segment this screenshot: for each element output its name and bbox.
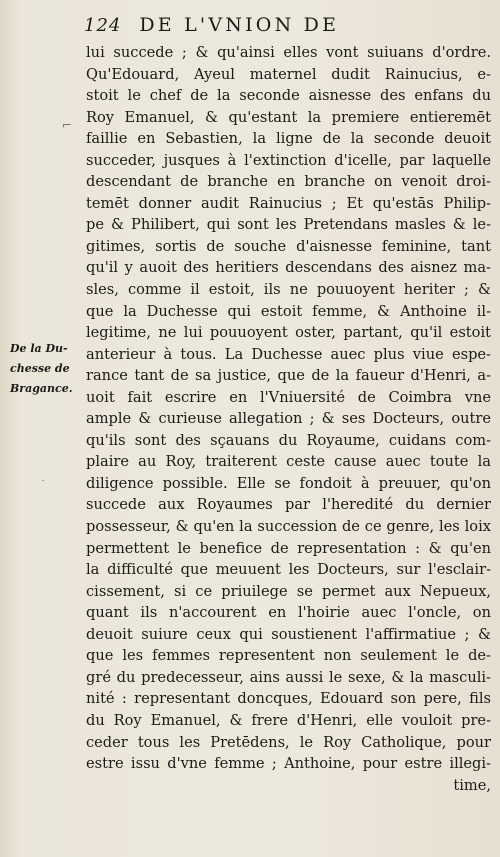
text-line: que les femmes representent non seulement le de- [86, 647, 491, 665]
text-line: permettent le benefice de representation : & qu'en [86, 539, 491, 557]
text-line: rance tant de sa justice, que de la faueur d'Henri, a- [86, 367, 491, 385]
text-line: gré du predecesseur, ains aussi le sexe, & la masculi- [86, 668, 491, 686]
text-line: possesseur, & qu'en la succession de ce genre, les loix [86, 518, 491, 536]
text-line: legitime, ne lui pouuoyent oster, partant, qu'il estoit [86, 324, 491, 342]
text-line: succeder, jusques à l'extinction d'icelle, par laquelle [86, 151, 491, 169]
text-line: descendant de branche en branche on venoit droi- [86, 173, 491, 191]
text-line: cissement, si ce priuilege se permet aux Nepueux, [86, 582, 491, 600]
text-line: la difficulté que meuuent les Docteurs, sur l'esclair- [86, 561, 491, 579]
text-line: qu'ils sont des sçauans du Royaume, cuidans com- [86, 431, 491, 449]
margin-bracket-mark: ⌐ [62, 118, 73, 132]
text-line: ceder tous les Pretēdens, le Roy Catholique, pour [86, 733, 491, 751]
running-head: DE L'VNION DE [139, 14, 340, 36]
text-line: faillie en Sebastien, la ligne de la seconde deuoit [86, 130, 491, 148]
text-line: quant ils n'accourent en l'hoirie auec l'oncle, on [86, 604, 491, 622]
text-line: que la Duchesse qui estoit femme, & Anthoine il- [86, 302, 491, 320]
text-line: sles, comme il estoit, ils ne pouuoyent heriter ; & [86, 281, 491, 299]
margin-note-line: chesse de [10, 362, 70, 375]
text-line: nité : representant doncques, Edouard son pere, fils [86, 690, 491, 708]
text-line: ample & curieuse allegation ; & ses Docteurs, outre [86, 410, 491, 428]
text-line: anterieur à tous. La Duchesse auec plus viue espe- [86, 345, 491, 363]
text-line: du Roy Emanuel, & frere d'Henri, elle vouloit pre- [86, 711, 491, 729]
text-line: succede aux Royaumes par l'heredité du dernier [86, 496, 491, 514]
text-line: time, [453, 776, 491, 794]
text-line: diligence possible. Elle se fondoit à preuuer, qu'on [86, 474, 491, 492]
text-line: pe & Philibert, qui sont les Pretendans masles & le- [86, 216, 491, 234]
margin-note-line: Bragance. [10, 382, 73, 395]
text-line: Roy Emanuel, & qu'estant la premiere entieremēt [86, 108, 491, 126]
margin-bracket-mark: ˙ [40, 478, 46, 492]
text-line: estre issu d'vne femme ; Anthoine, pour estre illegi- [86, 755, 491, 773]
page-number: 124 [84, 15, 122, 36]
text-line: lui succede ; & qu'ainsi elles vont suiuans d'ordre. [86, 44, 491, 61]
text-line: qu'il y auoit des heritiers descendans des aisnez ma- [86, 259, 491, 277]
text-line: gitimes, sortis de souche d'aisnesse feminine, tant [86, 237, 491, 255]
text-line: stoit le chef de la seconde aisnesse des enfans du [86, 87, 491, 105]
text-line: plaire au Roy, traiterent ceste cause auec toute la [86, 453, 491, 471]
body-text [86, 42, 491, 796]
text-line: deuoit suiure ceux qui soustienent l'affirmatiue ; & [86, 625, 491, 643]
text-line: Qu'Edouard, Ayeul maternel dudit Rainucius, e- [86, 65, 491, 83]
page-header [84, 14, 496, 42]
text-line: temēt donner audit Rainucius ; Et qu'estās Philip- [86, 194, 491, 212]
margin-note [10, 339, 80, 399]
text-line: uoit fait escrire en l'Vniuersité de Coimbra vne [86, 388, 491, 406]
margin-note-line: De la Du- [10, 342, 68, 355]
